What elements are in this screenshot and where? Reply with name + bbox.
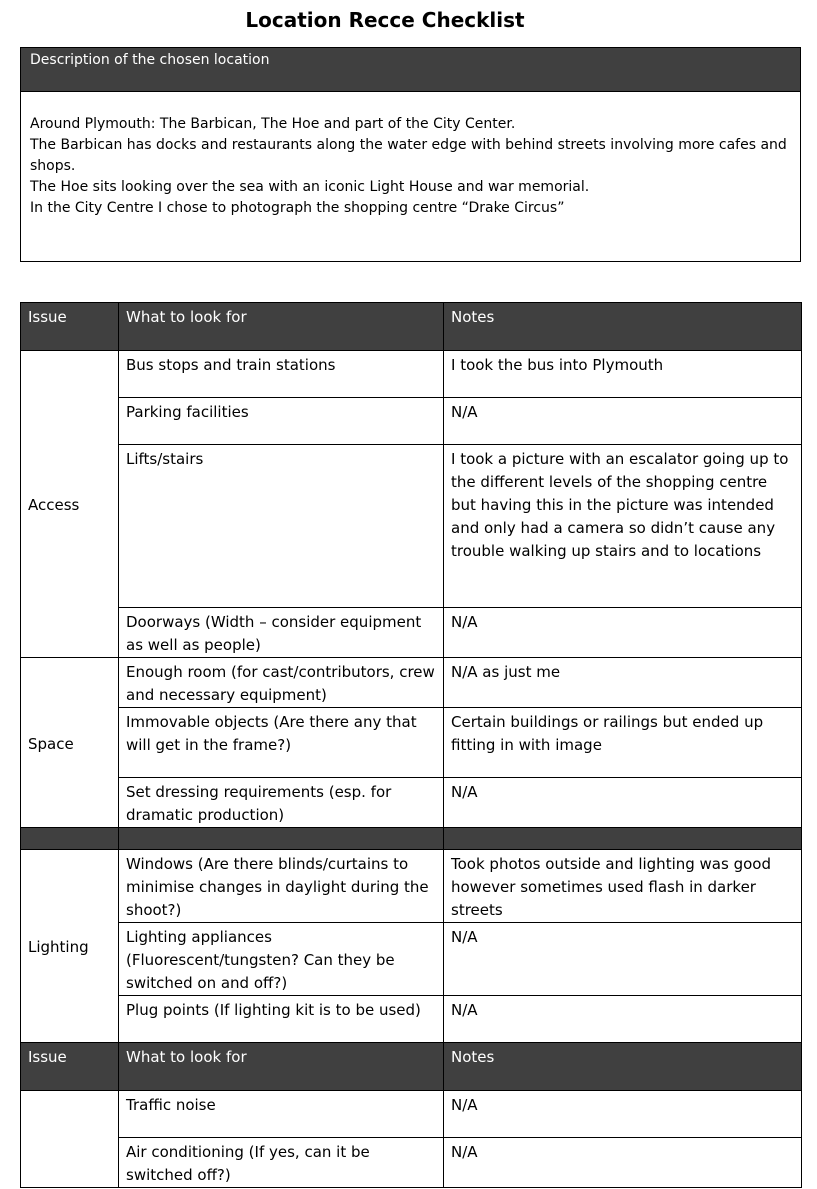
description-header: Description of the chosen location: [20, 47, 801, 92]
table-row: [21, 778, 802, 828]
issue-lighting: Lighting: [21, 850, 119, 1043]
notes-cell: I took a picture with an escalator going up to the different levels of the shopping centre but having this in the picture was intended and only had a camera so didn’t cause any trouble walking up stairs and to locations: [444, 445, 802, 608]
issue-access: Access: [21, 351, 119, 658]
separator-cell: [21, 828, 119, 850]
issue-sound: [21, 1091, 119, 1188]
separator-cell: [444, 828, 802, 850]
table-header-row: [21, 1043, 802, 1091]
page-title: Location Recce Checklist: [245, 8, 525, 32]
table-row: [21, 658, 802, 708]
table-row: [21, 398, 802, 445]
look-for-cell: Lifts/stairs: [119, 445, 444, 608]
description-line: The Barbican has docks and restaurants along the water edge with behind streets involving more cafes and shops.: [30, 137, 787, 174]
look-for-cell: Doorways (Width – consider equipment as well as people): [119, 608, 444, 658]
table-row: [21, 1091, 802, 1138]
header-notes: Notes: [444, 1043, 802, 1091]
notes-cell: N/A: [444, 398, 802, 445]
separator-cell: [119, 828, 444, 850]
description-line: In the City Centre I chose to photograph the shopping centre “Drake Circus”: [30, 200, 565, 216]
look-for-cell: Windows (Are there blinds/curtains to minimise changes in daylight during the shoot?): [119, 850, 444, 923]
description-line: Around Plymouth: The Barbican, The Hoe and part of the City Center.: [30, 116, 516, 132]
table-row: [21, 850, 802, 923]
description-line: The Hoe sits looking over the sea with an iconic Light House and war memorial.: [30, 179, 590, 195]
look-for-cell: Plug points (If lighting kit is to be used): [119, 996, 444, 1043]
table-header-row: [21, 303, 802, 351]
header-issue: Issue: [21, 303, 119, 351]
look-for-cell: Bus stops and train stations: [119, 351, 444, 398]
look-for-cell: Air conditioning (If yes, can it be switched off?): [119, 1138, 444, 1188]
table-row: [21, 996, 802, 1043]
notes-cell: N/A: [444, 778, 802, 828]
table-row: [21, 445, 802, 608]
notes-cell: N/A: [444, 996, 802, 1043]
notes-cell: N/A: [444, 1138, 802, 1188]
notes-cell: N/A: [444, 1091, 802, 1138]
look-for-cell: Traffic noise: [119, 1091, 444, 1138]
checklist-table: [20, 302, 802, 1188]
look-for-cell: Parking facilities: [119, 398, 444, 445]
table-row: [21, 923, 802, 996]
notes-cell: N/A: [444, 923, 802, 996]
look-for-cell: Set dressing requirements (esp. for dramatic production): [119, 778, 444, 828]
description-body: [20, 91, 801, 262]
notes-cell: N/A as just me: [444, 658, 802, 708]
table-row: [21, 708, 802, 778]
header-what-to-look-for: What to look for: [119, 1043, 444, 1091]
look-for-cell: Immovable objects (Are there any that will get in the frame?): [119, 708, 444, 778]
header-what-to-look-for: What to look for: [119, 303, 444, 351]
look-for-cell: Enough room (for cast/contributors, crew and necessary equipment): [119, 658, 444, 708]
look-for-cell: Lighting appliances (Fluorescent/tungsten? Can they be switched on and off?): [119, 923, 444, 996]
header-notes: Notes: [444, 303, 802, 351]
notes-cell: N/A: [444, 608, 802, 658]
table-row: [21, 1138, 802, 1188]
table-row: [21, 351, 802, 398]
notes-cell: Took photos outside and lighting was good however sometimes used flash in darker streets: [444, 850, 802, 923]
table-row: [21, 608, 802, 658]
header-issue: Issue: [21, 1043, 119, 1091]
issue-space: Space: [21, 658, 119, 828]
separator-row: [21, 828, 802, 850]
notes-cell: Certain buildings or railings but ended up fitting in with image: [444, 708, 802, 778]
notes-cell: I took the bus into Plymouth: [444, 351, 802, 398]
